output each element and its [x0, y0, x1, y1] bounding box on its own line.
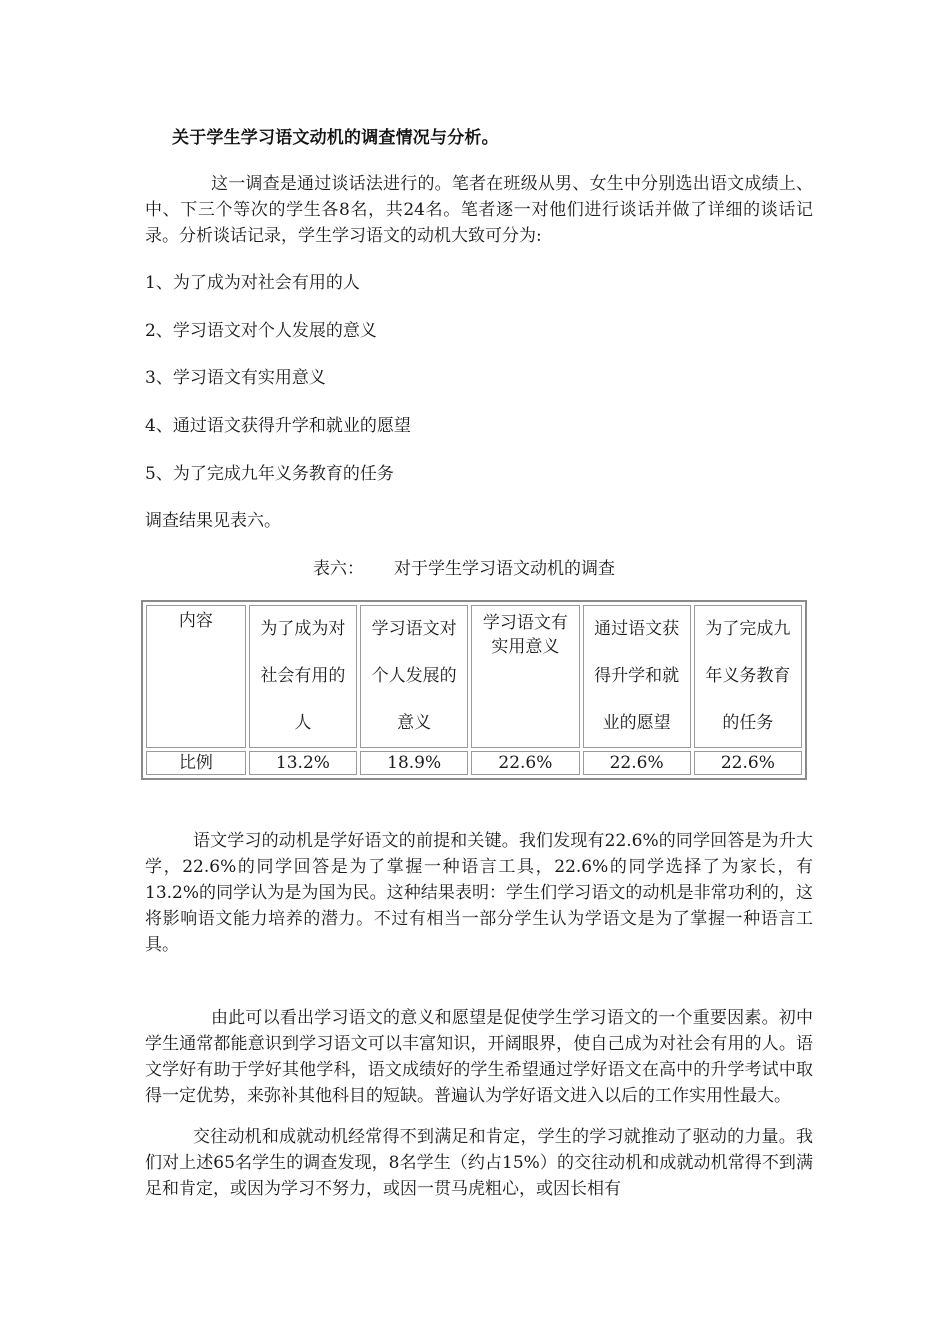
table-caption — [313, 554, 615, 579]
table-column-header: 为了完成九年义务教育的任务 — [694, 605, 802, 748]
table-caption-label: 表六： — [313, 559, 364, 579]
table-column-header: 为了成为对社会有用的人 — [249, 605, 357, 748]
survey-table — [141, 600, 807, 780]
table-column-header: 通过语文获得升学和就业的愿望 — [583, 605, 691, 748]
table-cell: 22.6% — [583, 751, 691, 775]
body-paragraph-2: 由此可以看出学习语文的意义和愿望是促使学生学习语文的一个重要因素。初中学生通常都能意识到学习语文可以丰富知识，开阔眼界，使自己成为对社会有用的人。语文学好有助于学好其他学科，语文成绩好的学生希望通过学好语文在高中的升学考试中取得一定优势，来弥补其他科目的短缺。普遍认为学好语文进入以后的工作实用性最大。 — [145, 1008, 813, 1106]
motive-item-4: 4、通过语文获得升学和就业的愿望 — [145, 416, 411, 436]
document-title: 关于学生学习语文动机的调查情况与分析。 — [172, 128, 499, 148]
intro-paragraph: 这一调查是通过谈话法进行的。笔者在班级从男、女生中分别选出语文成绩上、中、下三个等次的学生各8名，共24名。笔者逐一对他们进行谈话并做了详细的谈话记录。分析谈话记录，学生学习语文的动机大致可分为: — [145, 174, 813, 246]
table-cell: 22.6% — [694, 751, 802, 775]
motive-item-3: 3、学习语文有实用意义 — [145, 368, 326, 388]
table-column-header: 学习语文有实用意义 — [471, 605, 579, 748]
result-note: 调查结果见表六。 — [145, 511, 281, 531]
table-column-header: 学习语文对个人发展的意义 — [360, 605, 468, 748]
table-cell: 22.6% — [471, 751, 579, 775]
motive-item-2: 2、学习语文对个人发展的意义 — [145, 321, 377, 341]
table-row-header: 内容 — [146, 605, 246, 748]
motive-item-1: 1、为了成为对社会有用的人 — [145, 273, 360, 293]
table-cell: 18.9% — [360, 751, 468, 775]
body-paragraph-3: 交往动机和成就动机经常得不到满足和肯定，学生的学习就推动了驱动的力量。我们对上述65名学生的调查发现，8名学生（约占15%）的交往动机和成就动机常得不到满足和肯定，或因为学习不努力，或因一贯马虎粗心，或因长相有 — [145, 1127, 813, 1199]
table-row-label: 比例 — [146, 751, 246, 775]
table-value-row — [146, 751, 802, 775]
table-cell: 13.2% — [249, 751, 357, 775]
table-caption-title: 对于学生学习语文动机的调查 — [394, 559, 615, 579]
body-paragraph-1: 语文学习的动机是学好语文的前提和关键。我们发现有22.6%的同学回答是为升大学，22.6%的同学回答是为了掌握一种语言工具，22.6%的同学选择了为家长，有13.2%的同学认为是为国为民。这种结果表明：学生们学习语文的动机是非常功利的，这将影响语文能力培养的潜力。不过有相当一部分学生认为学语文是为了掌握一种语言工具。 — [145, 831, 813, 955]
motive-item-5: 5、为了完成九年义务教育的任务 — [145, 464, 394, 484]
table-header-row — [146, 605, 802, 748]
